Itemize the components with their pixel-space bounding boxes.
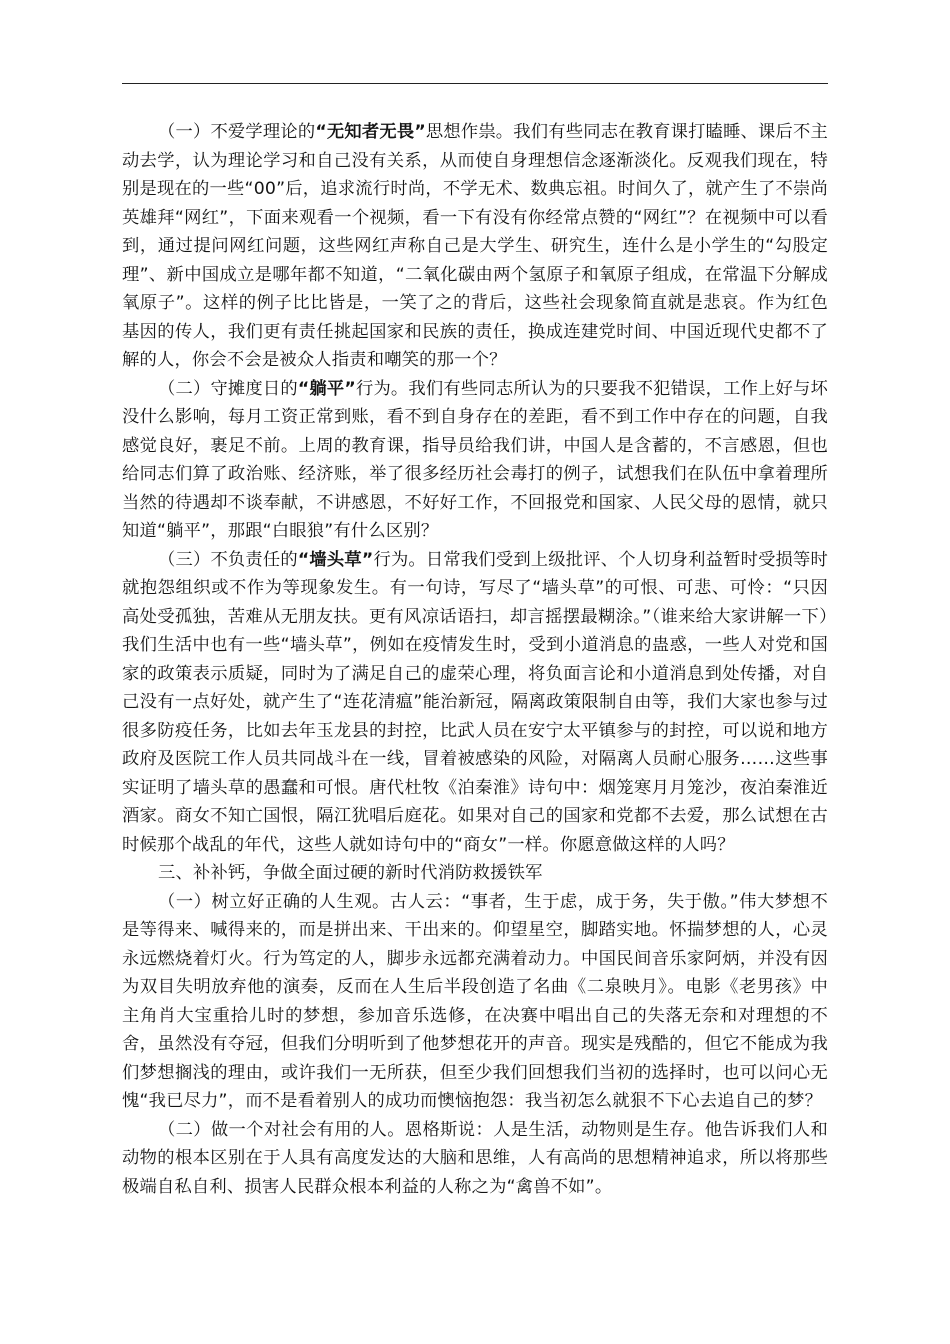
paragraph-emphasis: “无知者无畏”: [315, 122, 426, 142]
paragraph-emphasis: “躺平”: [297, 378, 356, 399]
paragraph-body: 思想作祟。我们有些同志在教育课打瞌睡、课后不主动去学，认为理论学习和自己没有关系，从而使自身理想信念逐渐淡化。反观我们现在，特别是现在的一些“00”后，追求流行时尚，不学无术、数典忘祖。时间久了，就产生了不崇尚英雄拜“网红”，下面来观看一个视频，看一下有没有你经常点赞的“网红”？在视频中可以看到，通过提问网红问题，这些网红声称自己是大学生、研究生，连什么是小学生的“勾股定理”、新中国成立是哪年都不知道，“二氧化碳由两个氢原子和氧原子组成，在常温下分解成氧原子”。这样的例子比比皆是，一笑了之的背后，这些社会现象简直就是悲哀。作为红色基因的传人，我们更有责任挑起国家和民族的责任，换成连建党时间、中国近现代史都不了解的人，你会不会是被众人指责和嘲笑的那一个？: [122, 122, 828, 370]
paragraph-lying-flat: [122, 375, 828, 546]
paragraph-life-outlook: （一）树立好正确的人生观。古人云：“事者，生于虑，成于务，失于傲。”伟大梦想不是等得来、喊得来的，而是拼出来、干出来的。仰望星空，脚踏实地。怀揣梦想的人，心灵永远燃烧着灯火。行为笃定的人，脚步永远都充满着动力。中国民间音乐家阿炳，并没有因为双目失明放弃他的演奏，反而在人生后半段创造了名曲《二泉映月》。电影《老男孩》中主角肖大宝重拾儿时的梦想，参加音乐选修，在决赛中唱出自己的失落无奈和对理想的不舍，虽然没有夺冠，但我们分明听到了他梦想花开的声音。现实是残酷的，但它不能成为我们梦想搁浅的理由，或许我们一无所获，但至少我们回想我们当初的选择时，也可以问心无愧“我已尽力”，而不是看着别人的成功而懊恼抱怨：我当初怎么就狠不下心去追自己的梦？: [122, 891, 828, 1111]
paragraph-wall-grass: [122, 546, 828, 860]
paragraph-emphasis: “墙头草”: [297, 549, 374, 570]
header-rule: [122, 83, 828, 84]
paragraph-useful-person: （二）做一个对社会有用的人。恩格斯说：人是生活，动物则是生存。他告诉我们人和动物的根本区别在于人具有高度发达的大脑和思维，人有高尚的思想精神追求，所以将那些极端自私自利、损害人民群众根本利益的人称之为“禽兽不如”。: [122, 1119, 828, 1197]
document-body: [122, 118, 828, 1201]
paragraph-lead: （二）守摊度日的: [158, 378, 298, 399]
paragraph-lead: （一）不爱学理论的: [158, 122, 316, 142]
section-heading: 三、补补钙，争做全面过硬的新时代消防救援铁军: [158, 863, 543, 883]
paragraph-theory-neglect: [122, 118, 828, 375]
paragraph-body: 行为。日常我们受到上级批评、个人切身利益暂时受损等时就抱怨组织或不作为等现象发生。有一句诗，写尽了“墙头草”的可恨、可悲、可怜：“只因高处受孤独，苦难从无朋友扶。更有风凉话语扫，却言摇摆最糊涂。”（谁来给大家讲解一下）我们生活中也有一些“墙头草”，例如在疫情发生时，受到小道消息的蛊惑，一些人对党和国家的政策表示质疑，同时为了满足自己的虚荣心理，将负面言论和小道消息到处传播，对自己没有一点好处，就产生了“连花清瘟”能治新冠，隔离政策限制自由等，我们大家也参与过很多防疫任务，比如去年玉龙县的封控，比武人员在安宁太平镇参与的封控，可以说和地方政府及医院工作人员共同战斗在一线，冒着被感染的风险，对隔离人员耐心服务……这些事实证明了墙头草的愚蠢和可恨。唐代杜牧《泊秦淮》诗句中：烟笼寒月月笼沙，夜泊秦淮近酒家。商女不知亡国恨，隔江犹唱后庭花。如果对自己的国家和党都不去爱，那么试想在古时候那个战乱的年代，这些人就如诗句中的“商女”一样。你愿意做这样的人吗？: [122, 549, 829, 855]
paragraph-body: 行为。我们有些同志所认为的只要我不犯错误，工作上好与坏没什么影响，每月工资正常到账，看不到自身存在的差距，看不到工作中存在的问题，自我感觉良好，裹足不前。上周的教育课，指导员给我们讲，中国人是含蓄的，不言感恩，但也给同志们算了政治账、经济账，举了很多经历社会毒打的例子，试想我们在队伍中拿着理所当然的待遇却不谈奉献，不讲感恩，不好好工作，不回报党和国家、人民父母的恩情，就只知道“躺平”，那跟“白眼狼”有什么区别？: [122, 378, 829, 541]
paragraph-lead: （三）不负责任的: [158, 549, 298, 570]
